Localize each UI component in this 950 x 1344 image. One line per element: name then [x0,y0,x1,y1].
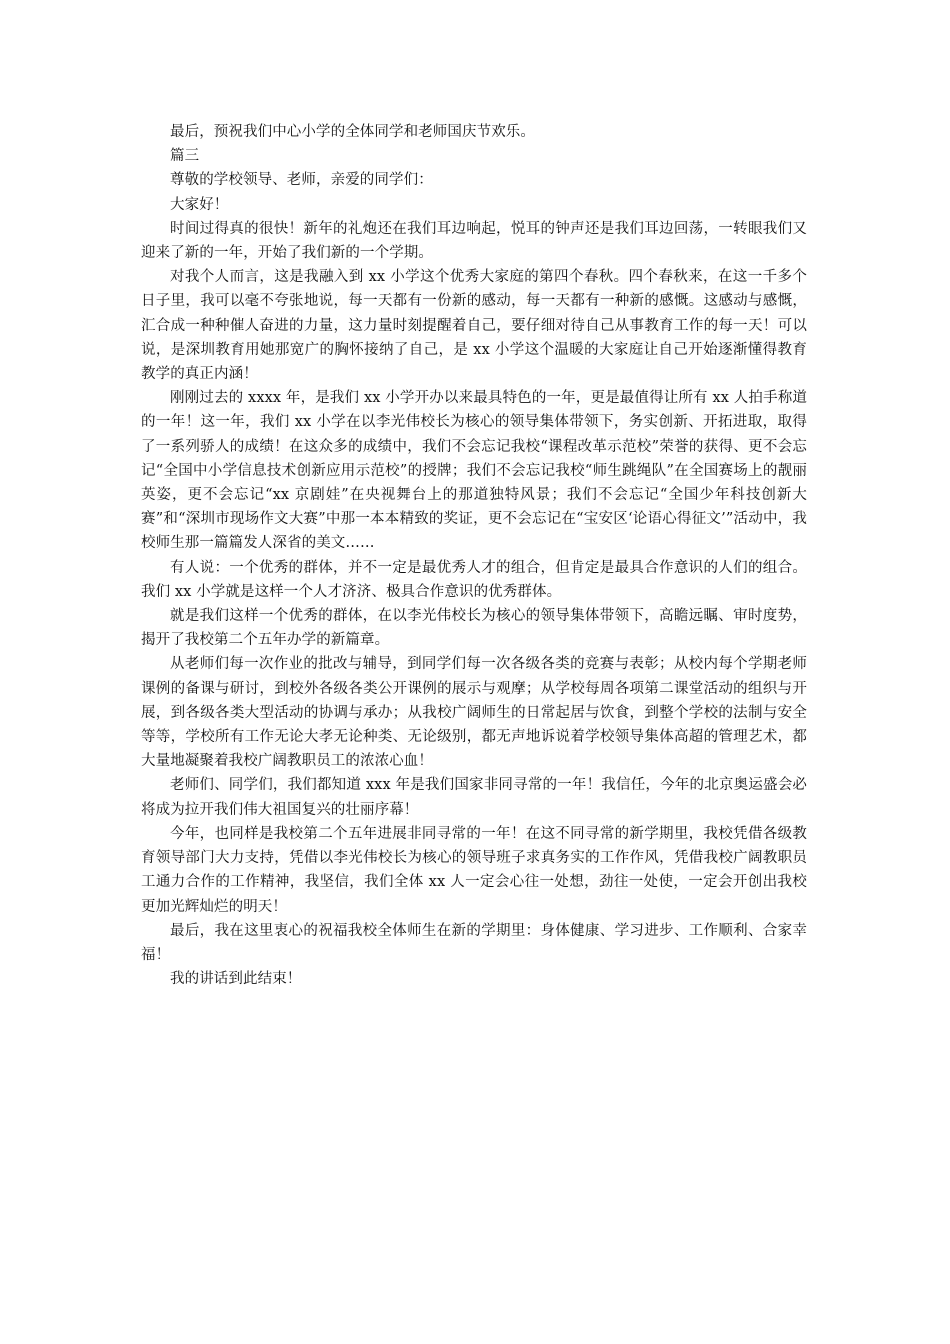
paragraph-cooperation: 有人说：一个优秀的群体，并不一定是最优秀人才的组合，但肯定是最具合作意识的人们的组合。我们 xx 小学就是这样一个人才济济、极具合作意识的优秀群体。 [141,559,807,600]
paragraph-olympics: 老师们、同学们，我们都知道 xxx 年是我们国家非同寻常的一年！我信任，今年的北京奥运盛会必将成为拉开我们伟大祖国复兴的壮丽序幕！ [141,777,807,818]
paragraph-end: 我的讲话到此结束！ [170,971,302,988]
greeting: 大家好！ [170,196,229,213]
section-heading: 篇三 [170,148,200,165]
paragraph-achievements: 刚刚过去的 xxxx 年，是我们 xx 小学开办以来最具特色的一年，更是最值得让所有 xx 人拍手称道的一年！这一年，我们 xx 小学在以李光伟校长为核心的领导集体带领下，务实创新、开拓进取，取得了一系列骄人的成绩！在这众多的成绩中，我们不会忘记我校“课程改革示范校”荣誉的获得、更不会忘记“全国中小学信息技术创新应用示范校”的授牌；我们不会忘记我校“师生跳绳队”在全国赛场上的靓丽英姿，更不会忘记“xx 京剧娃”在央视舞台上的那道独特风景；我们不会忘记“全国少年科技创新大赛”和“深圳市现场作文大赛”中那一本本精致的奖证，更不会忘记在“宝安区‘论语心得征文’”活动中，我校师生那一篇篇发人深省的美文…… [141,390,807,552]
paragraph-personal: 对我个人而言，这是我融入到 xx 小学这个优秀大家庭的第四个春秋。四个春秋来，在这一千多个日子里，我可以毫不夸张地说，每一天都有一份新的感动，每一天都有一种新的感慨。这感动与感慨，汇合成一种种催人奋进的力量，这力量时刻提醒着自己，要仔细对待自己从事教育工作的每一天！可以说，是深圳教育用她那宽广的胸怀接纳了自己，是 xx 小学这个温暖的大家庭让自己开始逐渐懂得教育教学的真正内涵！ [141,269,807,383]
paragraph-blessing: 最后，我在这里衷心的祝福我校全体师生在新的学期里：身体健康、学习进步、工作顺利、合家幸福！ [141,922,807,963]
paragraph-this-year: 今年，也同样是我校第二个五年进展非同寻常的一年！在这不同寻常的新学期里，我校凭借各级教育领导部门大力支持，凭借以李光伟校长为核心的领导班子求真务实的工作作风，凭借我校广阔教职员工通力合作的工作精神，我坚信，我们全体 xx 人一定会心往一处想，劲往一处使，一定会开创出我校更加光辉灿烂的明天！ [141,825,807,915]
paragraph-new-chapter: 就是我们这样一个优秀的群体，在以李光伟校长为核心的领导集体带领下，高瞻远瞩、审时度势，揭开了我校第二个五年办学的新篇章。 [141,608,807,649]
salutation: 尊敬的学校领导、老师，亲爱的同学们： [170,172,433,189]
paragraph-time-flies: 时间过得真的很快！新年的礼炮还在我们耳边响起，悦耳的钟声还是我们耳边回荡，一转眼我们又迎来了新的一年，开始了我们新的一个学期。 [141,220,807,262]
document-body [141,120,807,991]
paragraph-closing-wish: 最后，预祝我们中心小学的全体同学和老师国庆节欢乐。 [170,124,535,140]
paragraph-work: 从老师们每一次作业的批改与辅导，到同学们每一次各级各类的竞赛与表彰；从校内每个学期老师课例的备课与研讨，到校外各级各类公开课例的展示与观摩；从学校每周各项第二课堂活动的组织与开展，到各级各类大型活动的协调与承办；从我校广阔师生的日常起居与饮食，到整个学校的法制与安全等等，学校所有工作无论大孝无论种类、无论级别，都无声地诉说着学校领导集体高超的管理艺术，都大量地凝聚着我校广阔教职员工的浓浓心血！ [141,656,807,770]
